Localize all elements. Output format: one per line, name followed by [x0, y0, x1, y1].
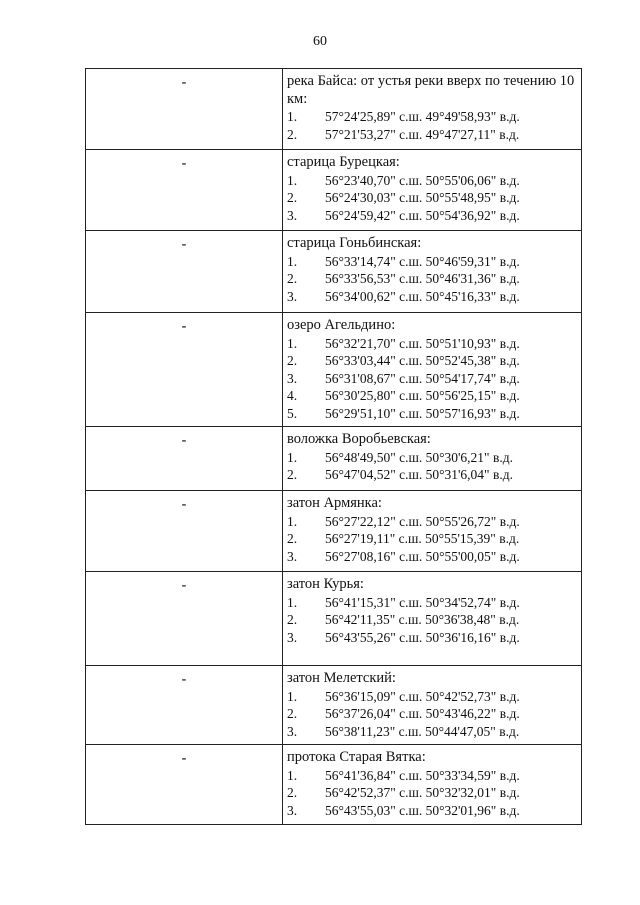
coord-value: 57°24'25,89" с.ш. 49°49'58,93" в.д. — [325, 109, 520, 124]
coord-value: 56°27'08,16" с.ш. 50°55'00,05" в.д. — [325, 548, 520, 564]
coordinate-line — [285, 723, 579, 741]
coordinate-line — [285, 253, 579, 271]
coord-number: 2. — [287, 531, 298, 546]
dash-cell — [86, 150, 283, 231]
dash: - — [181, 237, 187, 252]
coordinate-line — [285, 207, 579, 225]
coord-value: 56°33'03,44" с.ш. 50°52'45,38" в.д. — [325, 353, 520, 368]
coordinate-line — [285, 802, 579, 820]
coord-value: 56°34'00,62" с.ш. 50°45'16,33" в.д. — [325, 288, 520, 304]
object-name: воложка Воробьевская: — [287, 431, 431, 447]
coord-number: 2. — [287, 706, 298, 721]
coordinate-line — [285, 126, 579, 144]
table-row — [86, 572, 582, 666]
coordinate-line — [285, 370, 579, 388]
coord-number: 2. — [287, 353, 298, 368]
coord-number: 3. — [287, 370, 298, 386]
coordinate-line — [285, 548, 579, 566]
coord-value: 56°24'30,03" с.ш. 50°55'48,95" в.д. — [325, 190, 520, 205]
coord-value: 56°41'15,31" с.ш. 50°34'52,74" в.д. — [325, 594, 520, 610]
coord-value: 56°36'15,09" с.ш. 50°42'52,73" в.д. — [325, 688, 520, 704]
page-number: 60 — [313, 34, 327, 49]
coordinate-line — [285, 352, 579, 370]
dash: - — [181, 578, 187, 593]
dash-cell — [86, 313, 283, 427]
coord-number: 2. — [287, 190, 298, 205]
coordinate-line — [285, 288, 579, 306]
coord-number: 1. — [287, 688, 298, 704]
object-cell — [283, 491, 582, 572]
coordinate-line — [285, 594, 579, 612]
dash: - — [181, 433, 187, 448]
coord-value: 56°32'21,70" с.ш. 50°51'10,93" в.д. — [325, 335, 520, 351]
coord-value: 56°41'36,84" с.ш. 50°33'34,59" в.д. — [325, 767, 520, 783]
coordinate-line — [285, 466, 579, 484]
dash: - — [181, 672, 187, 687]
coord-value: 57°21'53,27" с.ш. 49°47'27,11" в.д. — [325, 126, 520, 142]
object-cell — [283, 69, 582, 150]
dash-cell — [86, 491, 283, 572]
coord-value: 56°24'59,42" с.ш. 50°54'36,92" в.д. — [325, 207, 520, 223]
table-row — [86, 69, 582, 150]
table-row — [86, 150, 582, 231]
coordinate-line — [285, 611, 579, 629]
coordinate-line — [285, 405, 579, 423]
coordinate-line — [285, 767, 579, 785]
dash-cell — [86, 666, 283, 745]
coord-number: 1. — [287, 253, 298, 269]
coord-value: 56°47'04,52" с.ш. 50°31'6,04" в.д. — [325, 467, 513, 482]
object-cell — [283, 150, 582, 231]
coord-value: 56°48'49,50" с.ш. 50°30'6,21" в.д. — [325, 449, 513, 465]
dash-cell — [86, 231, 283, 313]
dash: - — [181, 497, 187, 512]
coord-value: 56°33'56,53" с.ш. 50°46'31,36" в.д. — [325, 271, 520, 286]
coord-number: 1. — [287, 513, 298, 529]
dash-cell — [86, 745, 283, 825]
coord-number: 5. — [287, 405, 298, 421]
table-row — [86, 666, 582, 745]
coord-number: 3. — [287, 548, 298, 564]
coord-value: 56°27'19,11" с.ш. 50°55'15,39" в.д. — [325, 531, 520, 546]
coordinate-line — [285, 449, 579, 467]
object-name: протока Старая Вятка: — [287, 749, 426, 765]
object-name: озеро Агельдино: — [287, 317, 396, 333]
coord-value: 56°43'55,26" с.ш. 50°36'16,16" в.д. — [325, 629, 520, 645]
coord-value: 56°23'40,70" с.ш. 50°55'06,06" в.д. — [325, 172, 520, 188]
coordinate-line — [285, 705, 579, 723]
coord-value: 56°29'51,10" с.ш. 50°57'16,93" в.д. — [325, 405, 520, 421]
dash: - — [181, 319, 187, 334]
table-row — [86, 491, 582, 572]
coord-number: 2. — [287, 612, 298, 627]
coordinate-line — [285, 784, 579, 802]
object-name: старица Гоньбинская: — [287, 235, 422, 251]
coord-number: 1. — [287, 335, 298, 351]
object-name: затон Курья: — [287, 576, 364, 592]
coordinate-line — [285, 189, 579, 207]
coord-value: 56°33'14,74" с.ш. 50°46'59,31" в.д. — [325, 253, 520, 269]
coord-number: 1. — [287, 594, 298, 610]
coord-number: 1. — [287, 109, 298, 124]
coord-value: 56°42'52,37" с.ш. 50°32'32,01" в.д. — [325, 785, 520, 800]
coord-value: 56°38'11,23" с.ш. 50°44'47,05" в.д. — [325, 723, 520, 739]
coordinate-line — [285, 270, 579, 288]
dash-cell — [86, 69, 283, 150]
object-name: старица Бурецкая: — [287, 154, 400, 170]
dash: - — [181, 75, 187, 90]
coord-number: 1. — [287, 767, 298, 783]
coord-value: 56°31'08,67" с.ш. 50°54'17,74" в.д. — [325, 370, 520, 386]
coord-value: 56°30'25,80" с.ш. 50°56'25,15" в.д. — [325, 388, 520, 403]
coord-value: 56°37'26,04" с.ш. 50°43'46,22" в.д. — [325, 706, 520, 721]
coordinate-line — [285, 530, 579, 548]
coord-value: 56°42'11,35" с.ш. 50°36'38,48" в.д. — [325, 612, 520, 627]
table-row — [86, 231, 582, 313]
coord-number: 2. — [287, 271, 298, 286]
object-name: затон Армянка: — [287, 495, 382, 511]
coordinate-line — [285, 513, 579, 531]
object-cell — [283, 231, 582, 313]
object-cell — [283, 427, 582, 491]
coord-value: 56°27'22,12" с.ш. 50°55'26,72" в.д. — [325, 513, 520, 529]
coord-number: 2. — [287, 785, 298, 800]
coordinate-line — [285, 629, 579, 647]
coordinate-line — [285, 335, 579, 353]
table-row — [86, 313, 582, 427]
coord-number: 1. — [287, 449, 298, 465]
coord-number: 1. — [287, 172, 298, 188]
coord-number: 2. — [287, 467, 298, 482]
object-cell — [283, 666, 582, 745]
dash-cell — [86, 572, 283, 666]
coord-number: 3. — [287, 629, 298, 645]
coordinate-line — [285, 172, 579, 190]
object-name: затон Мелетский: — [287, 670, 396, 686]
coord-number: 3. — [287, 802, 298, 818]
coordinate-line — [285, 688, 579, 706]
object-cell — [283, 313, 582, 427]
dash: - — [181, 751, 187, 766]
coord-number: 3. — [287, 207, 298, 223]
object-cell — [283, 572, 582, 666]
coord-number: 3. — [287, 723, 298, 739]
coord-number: 2. — [287, 126, 298, 142]
coordinate-line — [285, 387, 579, 405]
object-cell — [283, 745, 582, 825]
table-row — [86, 427, 582, 491]
coord-number: 4. — [287, 388, 298, 403]
coord-number: 3. — [287, 288, 298, 304]
coord-value: 56°43'55,03" с.ш. 50°32'01,96" в.д. — [325, 802, 520, 818]
dash: - — [181, 156, 187, 171]
object-name: река Байса: от устья реки вверх по течению 10 км: — [287, 73, 575, 107]
coordinates-table — [85, 68, 582, 825]
dash-cell — [86, 427, 283, 491]
coordinate-line — [285, 108, 579, 126]
table-row — [86, 745, 582, 825]
